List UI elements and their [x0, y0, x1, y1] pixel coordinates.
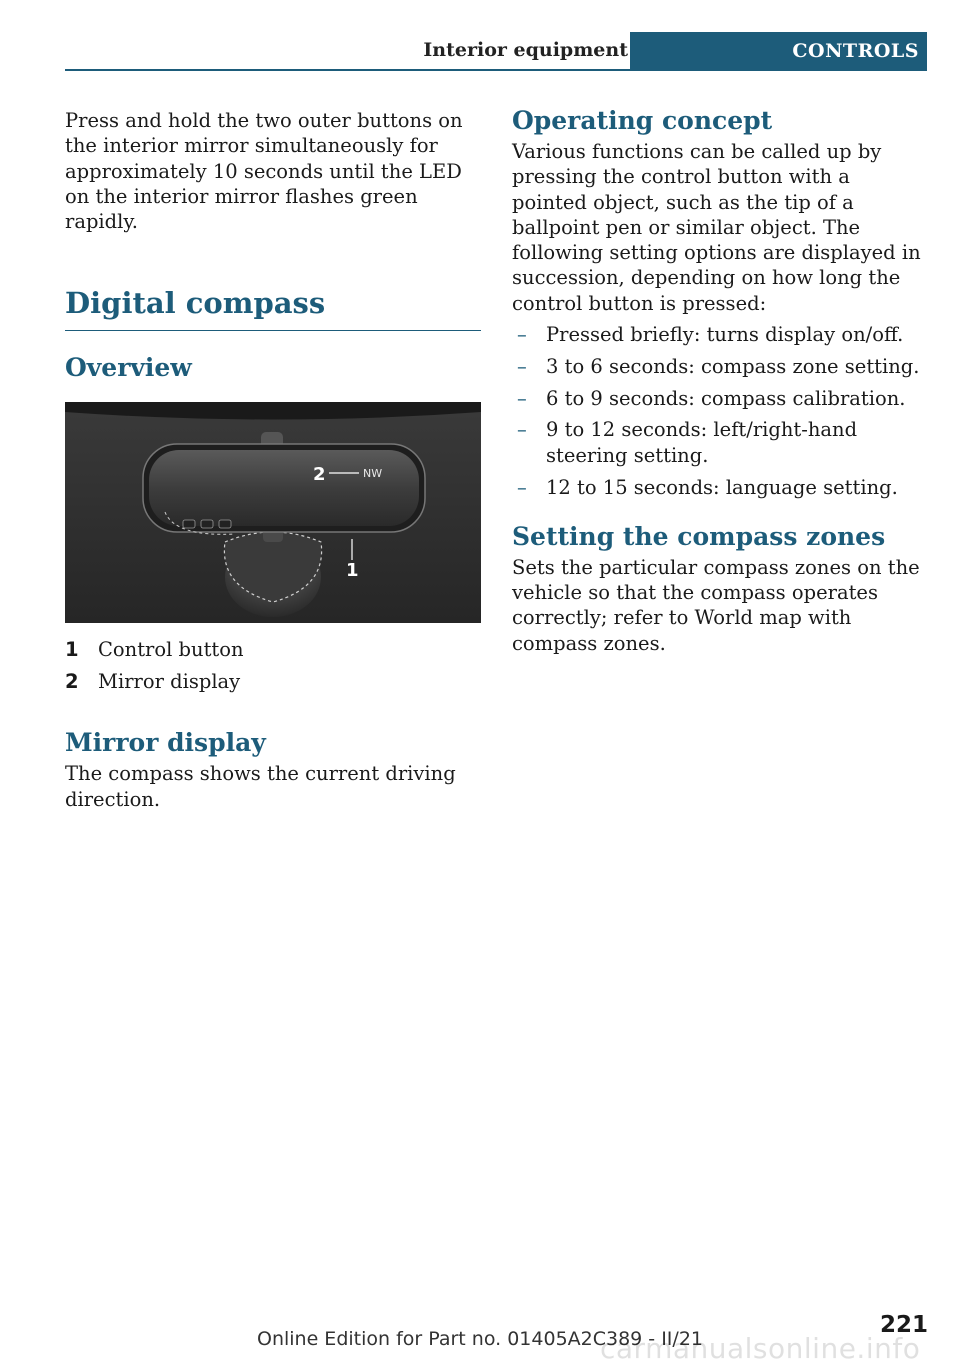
intro-paragraph: Press and hold the two outer buttons on the interior mirror simultaneously for approximately 10 seconds until the LED on the interior mirror flashes green rapidly. [65, 109, 463, 234]
callout-2: 2 [313, 464, 326, 486]
mirror-display-readout: NW [363, 467, 383, 481]
compass-zones-paragraph: Sets the particular compass zones on the vehicle so that the compass operates correctly; refer to World map with compass zones. [512, 555, 920, 655]
list-item [512, 322, 928, 347]
list-item-text: 9 to 12 seconds: left/right-hand steering setting. [546, 418, 858, 467]
header-section-title: Interior equipment [423, 39, 628, 61]
legend-number: 1 [65, 638, 79, 662]
watermark: carmanualsonline.info [600, 1332, 921, 1365]
operating-concept-paragraph: Various functions can be called up by pressing the control button with a pointed object, such as the tip of a ballpoint pen or similar object. The following setting options are displayed in succession, depending on how long the control button is pressed: [512, 140, 921, 315]
legend-label: Mirror display [98, 670, 241, 694]
list-item-text: 12 to 15 seconds: language setting. [546, 475, 898, 499]
dash-bullet: – [517, 475, 527, 499]
settings-options-list [512, 322, 928, 500]
footer-edition: Online Edition for Part no. 01405A2C389 - II/21 [256, 1328, 703, 1350]
mirror-figure [65, 402, 481, 623]
right-column [512, 108, 928, 656]
legend-label: Control button [98, 638, 244, 662]
dash-bullet: – [517, 354, 527, 378]
mirror-illustration [65, 402, 481, 623]
legend-item [65, 637, 481, 662]
dash-bullet: – [517, 418, 527, 442]
list-item [512, 417, 928, 468]
subsection-title-mirror-display: Mirror display [65, 728, 266, 758]
list-item [512, 475, 928, 500]
dash-bullet: – [517, 386, 527, 410]
list-item-text: 6 to 9 seconds: compass calibration. [546, 386, 906, 410]
legend-item [65, 669, 481, 694]
figure-legend [65, 637, 481, 694]
subsection-title-operating-concept: Operating concept [512, 106, 773, 135]
list-item-text: Pressed briefly: turns display on/off. [546, 323, 904, 347]
page-number: 221 [880, 1312, 929, 1338]
subsection-title-compass-zones: Setting the compass zones [512, 521, 886, 551]
list-item [512, 386, 928, 411]
mirror-display-paragraph: The compass shows the current driving direction. [65, 762, 456, 811]
list-item-text: 3 to 6 seconds: compass zone setting. [546, 354, 920, 378]
callout-1: 1 [346, 560, 359, 582]
left-column [65, 108, 481, 812]
section-title-digital-compass: Digital compass [65, 286, 481, 331]
subsection-title-overview: Overview [65, 353, 192, 383]
list-item [512, 354, 928, 379]
header-chapter-tab: CONTROLS [630, 32, 927, 71]
legend-number: 2 [65, 670, 79, 694]
dash-bullet: – [517, 323, 527, 347]
